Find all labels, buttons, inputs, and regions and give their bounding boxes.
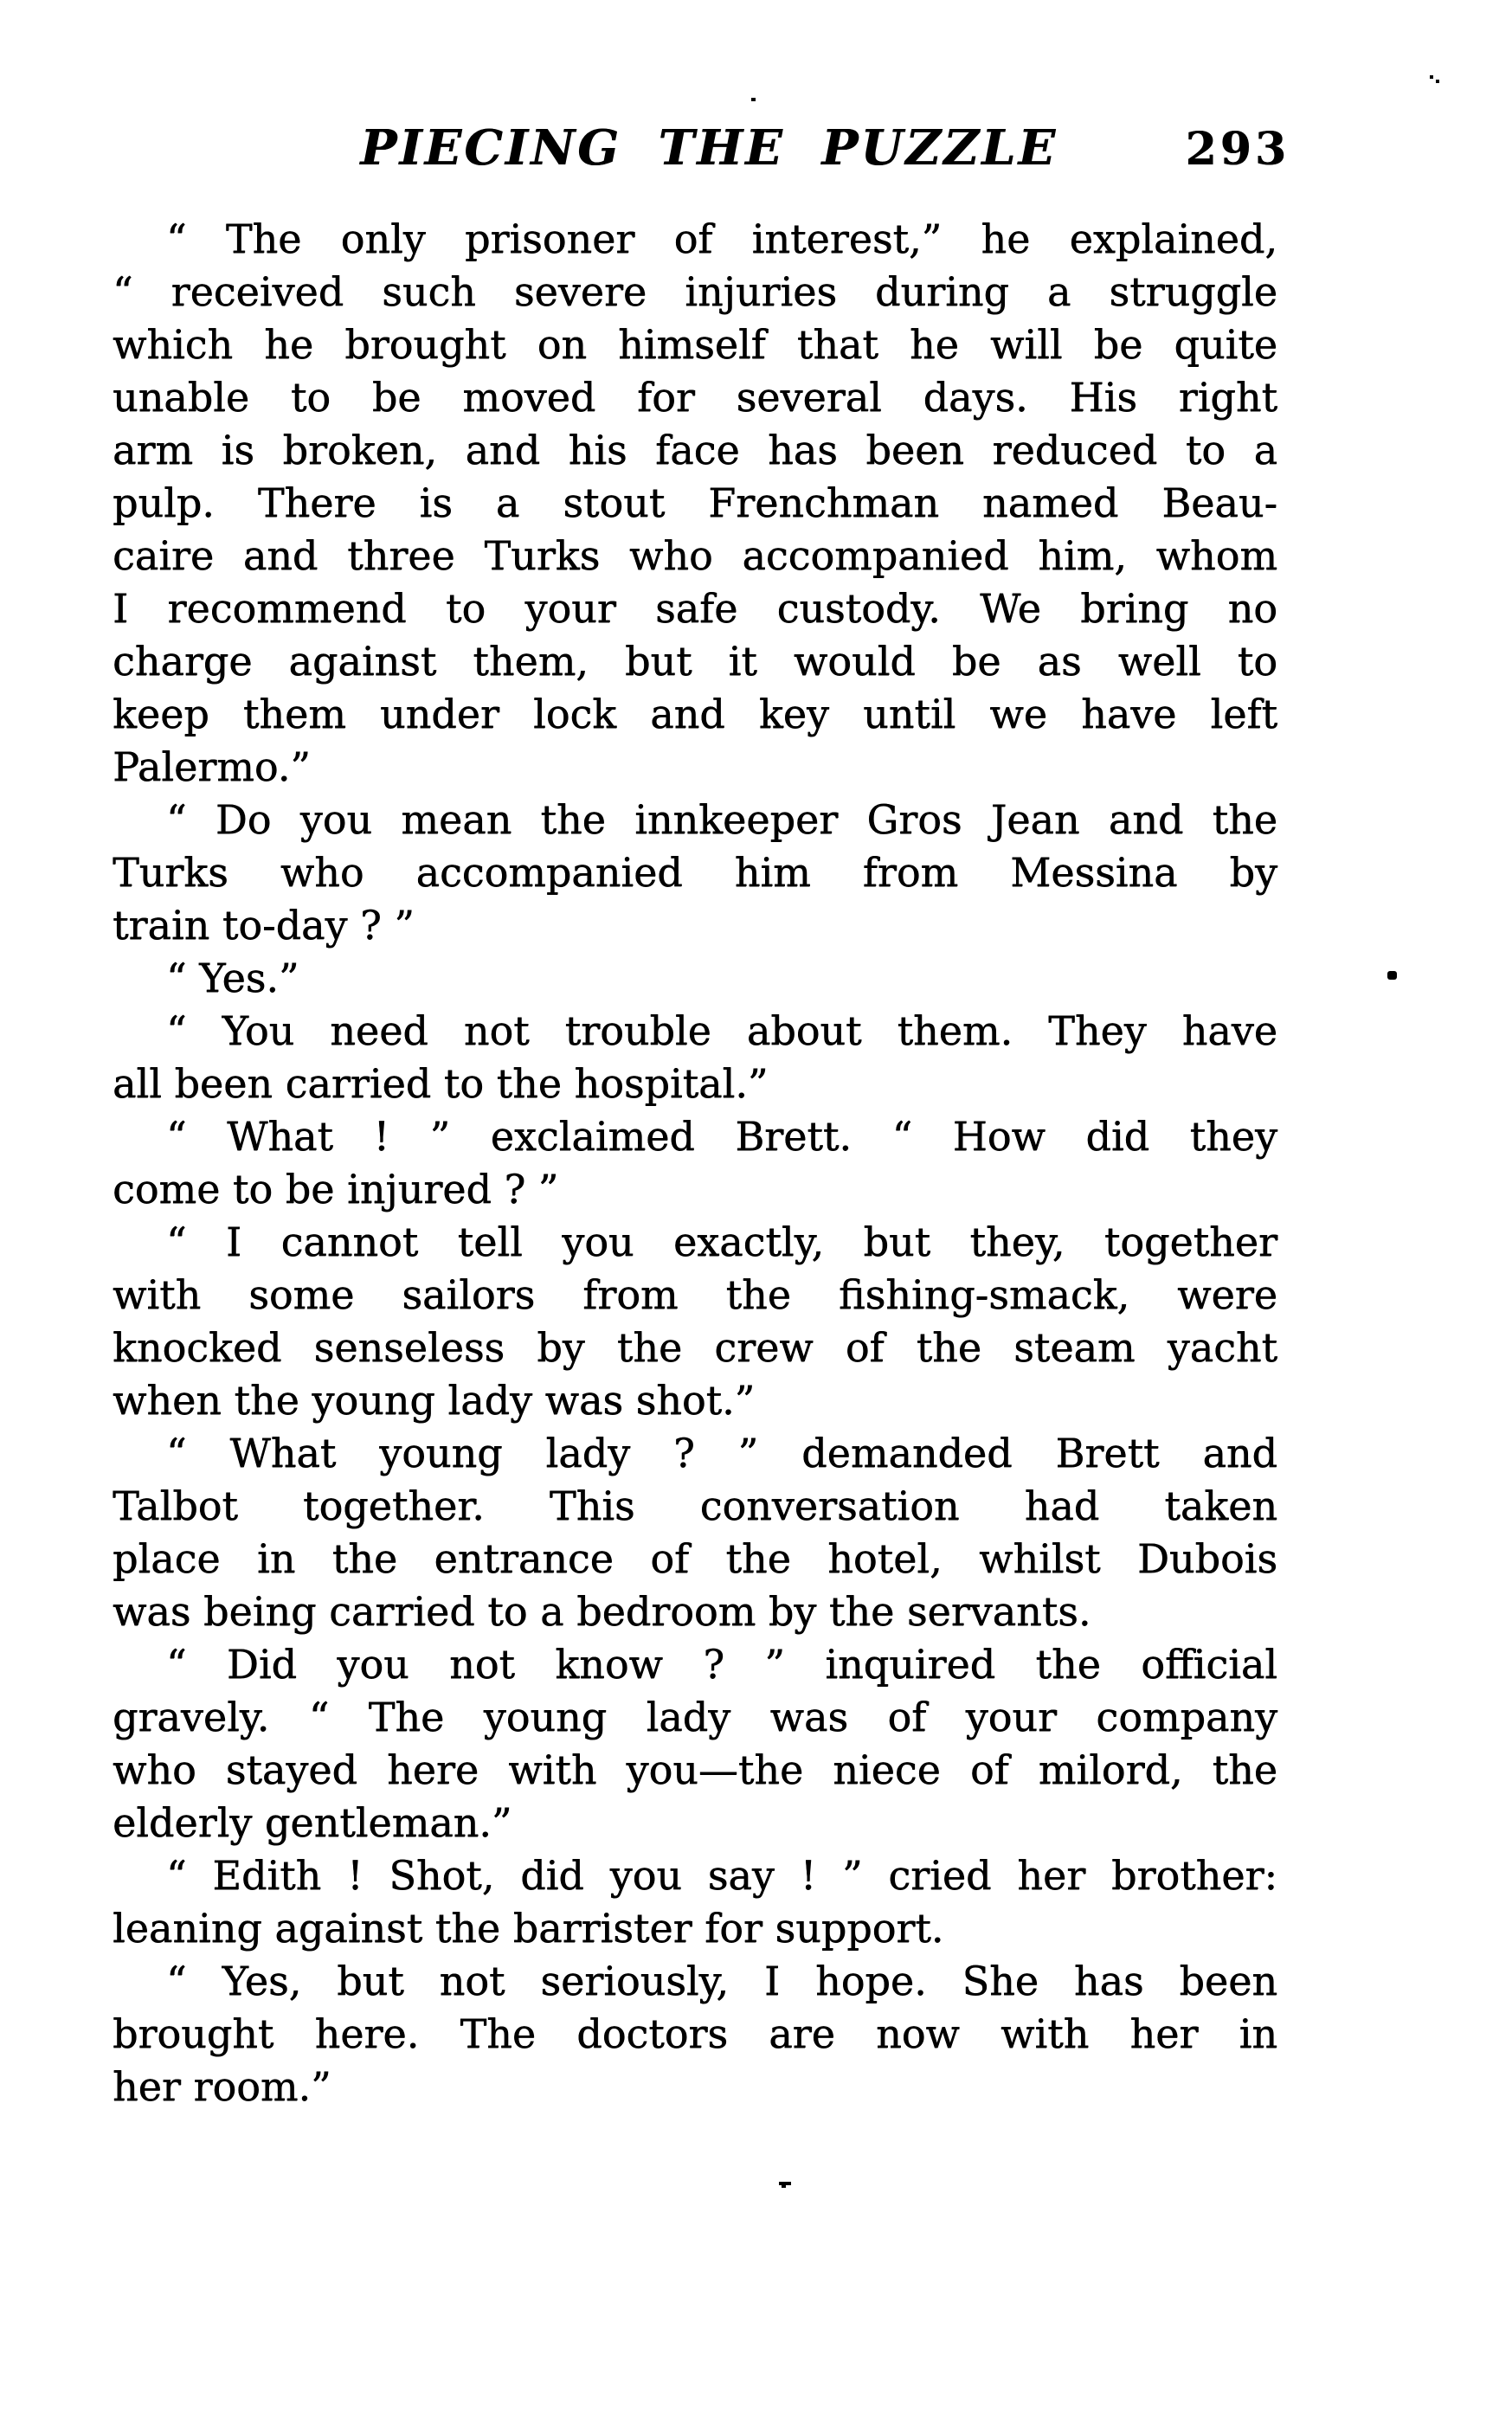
text-line: “ Yes.” — [166, 955, 299, 1001]
text-line: arm is broken, and his face has been reduced to a — [113, 427, 1277, 473]
text-line: which he brought on himself that he will be quite — [113, 321, 1277, 368]
scan-speck-artifact — [751, 98, 756, 101]
text-line: elderly gentleman.” — [113, 1799, 512, 1846]
text-line: place in the entrance of the hotel, whilst Dubois — [113, 1535, 1277, 1582]
text-line: when the young lady was shot.” — [113, 1377, 756, 1424]
text-line: charge against them, but it would be as well to — [113, 638, 1277, 685]
running-header — [113, 119, 1290, 180]
text-line: was being carried to a bedroom by the servants. — [113, 1588, 1091, 1635]
text-line: “ I cannot tell you exactly, but they, together — [166, 1219, 1277, 1265]
page-body — [113, 213, 1277, 2113]
text-line: train to-day ? ” — [113, 902, 415, 949]
scan-speck-artifact — [1387, 971, 1397, 980]
scan-speck-artifact — [1436, 80, 1439, 83]
text-line: leaning against the barrister for support. — [113, 1905, 944, 1952]
text-line: pulp. There is a stout Frenchman named Beau- — [113, 479, 1277, 526]
text-line: who stayed here with you—the niece of milord, the — [113, 1746, 1277, 1793]
text-line: Palermo.” — [113, 743, 311, 790]
text-line: “ The only prisoner of interest,” he explained, — [166, 215, 1277, 262]
text-line: “ Did you not know ? ” inquired the official — [166, 1641, 1277, 1688]
text-line: with some sailors from the fishing-smack, were — [113, 1271, 1277, 1318]
text-line: brought here. The doctors are now with her in — [113, 2010, 1277, 2057]
text-line: “ received such severe injuries during a struggle — [113, 268, 1277, 315]
text-line: “ Yes, but not seriously, I hope. She has been — [166, 1958, 1277, 2004]
text-line: keep them under lock and key until we have left — [113, 691, 1277, 737]
text-line: “ You need not trouble about them. They have — [166, 1007, 1277, 1054]
text-line: Talbot together. This conversation had taken — [113, 1482, 1277, 1529]
chapter-title: PIECING THE PUZZLE — [360, 119, 1058, 177]
text-line: “ What young lady ? ” demanded Brett and — [166, 1430, 1277, 1476]
text-line: all been carried to the hospital.” — [113, 1060, 769, 1107]
text-line: come to be injured ? ” — [113, 1166, 559, 1212]
text-line: her room.” — [113, 2063, 331, 2110]
text-line: gravely. “ The young lady was of your company — [113, 1694, 1277, 1740]
text-line: “ What ! ” exclaimed Brett. “ How did they — [166, 1113, 1277, 1160]
page-number: 293 — [1185, 123, 1290, 176]
scan-speck-artifact — [1430, 75, 1433, 79]
text-line: “ Do you mean the innkeeper Gros Jean and the — [166, 796, 1277, 843]
text-line: knocked senseless by the crew of the steam yacht — [113, 1324, 1277, 1371]
text-line: caire and three Turks who accompanied him, whom — [113, 532, 1277, 579]
text-line: “ Edith ! Shot, did you say ! ” cried her brother: — [166, 1852, 1277, 1899]
text-line: I recommend to your safe custody. We bring no — [113, 585, 1277, 632]
scan-speck-artifact — [782, 2184, 786, 2188]
text-line: Turks who accompanied him from Messina by — [113, 849, 1277, 896]
text-line: unable to be moved for several days. His right — [113, 374, 1277, 421]
